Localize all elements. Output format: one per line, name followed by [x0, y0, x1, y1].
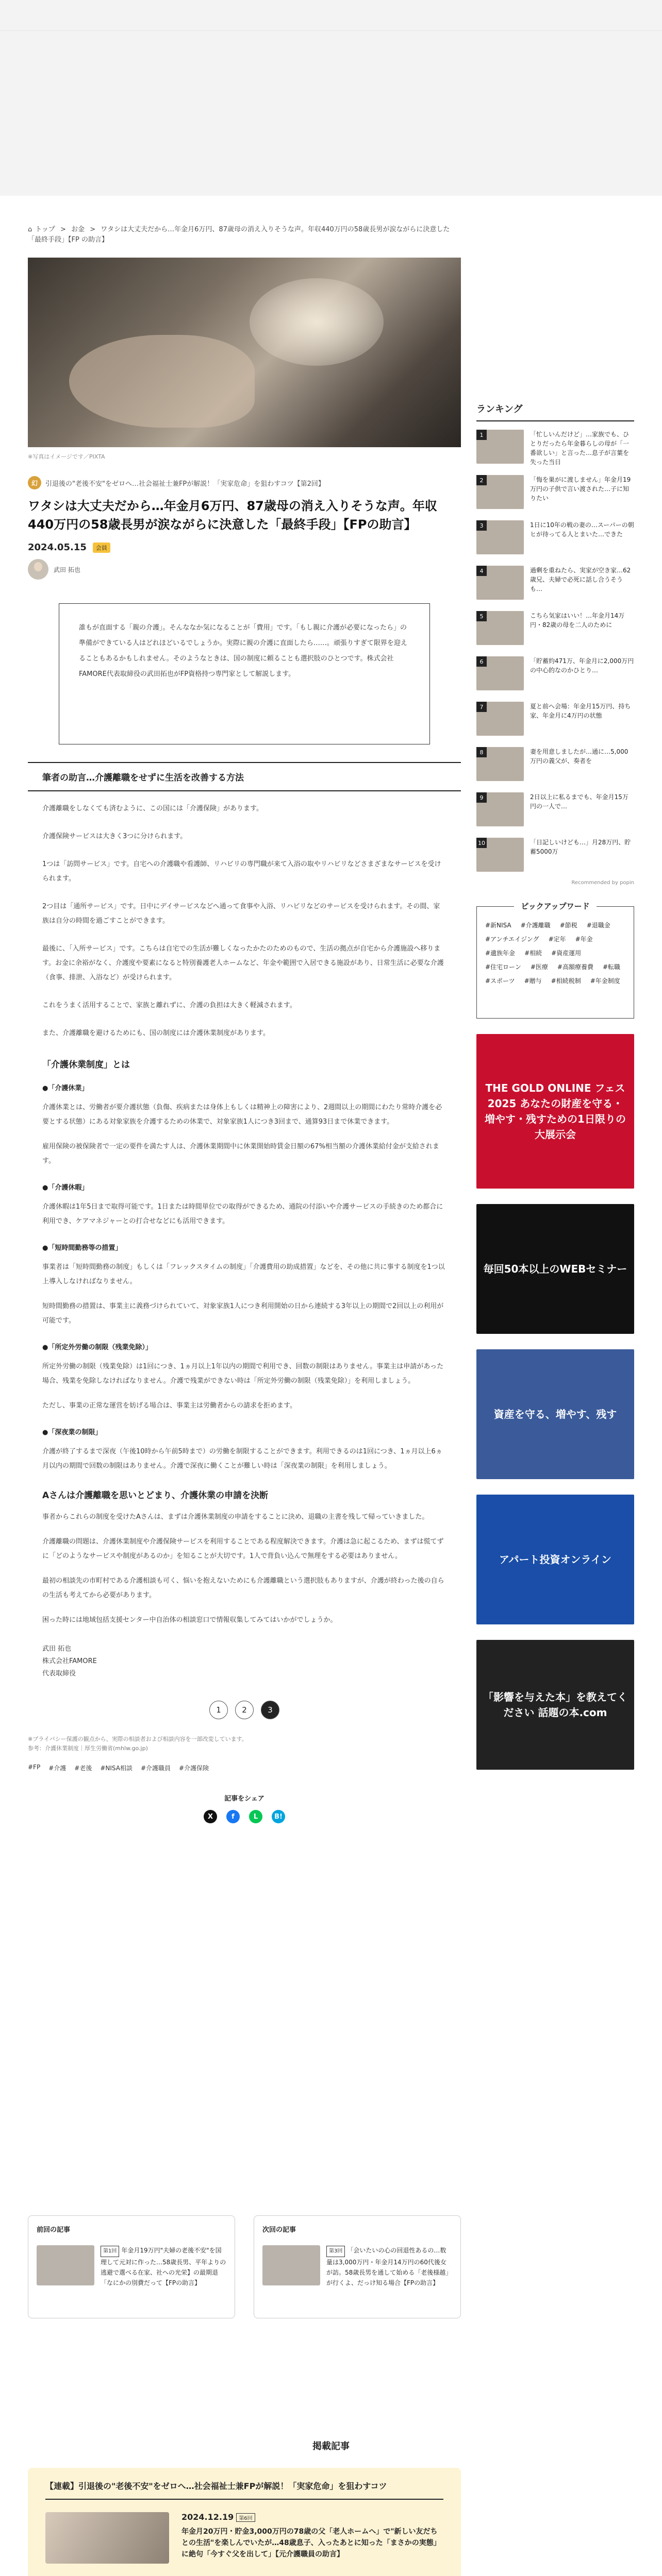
recommend-credit[interactable]: Recommended by popin [571, 880, 634, 886]
pickup-tag[interactable]: #スポーツ [485, 977, 515, 985]
divider [476, 420, 634, 421]
prev-article-card[interactable] [28, 2215, 235, 2318]
series-badge: 第3回 [326, 2246, 345, 2257]
pagination [28, 1701, 461, 1719]
paragraph: 介護保険サービスは大きく3つに分けられます。 [42, 833, 187, 840]
ranking-item[interactable] [476, 792, 634, 829]
ranking-thumbnail [476, 430, 524, 464]
ranking-text: 「忙しいんだけど」…家族でも、ひとりだったら年金暮らしの母が「一番欲しい」と言った…息子が言葉を失った当日 [530, 431, 630, 466]
ad-banner-fes[interactable]: THE GOLD ONLINE フェス2025 あなたの財産を守る・増やす・残すための1日限りの大展示会 [476, 1034, 634, 1189]
ranking-thumbnail [476, 566, 524, 600]
article-date: 2024.05.15 [28, 542, 87, 553]
tag-link[interactable]: #介護職員 [140, 1765, 171, 1772]
paragraph: 事者からこれらの制度を受けたAさんは、まずは介護休業制度の申請をすることに決め、退職の主書を残して帰っていきました。 [42, 1513, 429, 1521]
next-label: 次回の記事 [262, 2226, 296, 2234]
pickup-tag[interactable]: #アンチエイジング [485, 936, 539, 943]
article-main [28, 258, 461, 1823]
pickup-tag[interactable]: #贈与 [524, 977, 542, 985]
paragraph: 介護休業とは、労働者が要介護状態（負傷、疾病または身体上もしくは精神上の障害により、2週間以上の期間にわたり常時介護を必要とする状態）にある対象家族を介護するための休業で、対象家族1人につき3回まで、通算93日まで休業できます。 [42, 1104, 442, 1126]
rank-number: 4 [476, 566, 487, 576]
pickup-tag[interactable]: #退職金 [586, 922, 610, 929]
signature-company: 株式会社FAMORE [42, 1657, 97, 1665]
pickup-tag[interactable]: #資産運用 [551, 950, 582, 957]
related-section-title: 掲載記事 [312, 2441, 350, 2452]
pickup-words-box [476, 902, 634, 1019]
paragraph: 介護離職の問題は、介護休業制度や介護保険サービスを利用することである程度解決できます。介護は急に起こるため、まずは慌てずに「どのようなサービスや制度があるのか」を知ることが大切です。1人で背負い込んで無理をする必要はありません。 [42, 1538, 444, 1560]
pickup-tag[interactable]: #新NISA [485, 922, 511, 929]
hero-image [28, 258, 461, 447]
pickup-tag[interactable]: #相続税制 [551, 977, 581, 985]
rank-number: 7 [476, 702, 487, 712]
ranking-thumbnail [476, 656, 524, 690]
series-badge: 第1回 [101, 2246, 119, 2257]
prev-label: 前回の記事 [37, 2226, 71, 2234]
ranking-thumbnail [476, 611, 524, 645]
breadcrumb-category[interactable]: お金 [71, 226, 85, 233]
next-thumbnail [262, 2245, 320, 2285]
paragraph: 2つ目は「通所サービス」です。日中にデイサービスなどへ通って食事や入浴、リハビリなどのサービスを受けられます。その間、家族は自分の時間を過ごすことができます。 [42, 903, 440, 925]
ranking-text: 2日以上に私るまでも、年金月15万円の一人で… [530, 793, 628, 810]
pickup-tag[interactable]: #住宅ローン [485, 963, 521, 971]
ranking-thumbnail [476, 747, 524, 781]
signature-name: 武田 拓也 [42, 1645, 72, 1653]
section-heading: 筆者の助言…介護離職をせずに生活を改善する方法 [28, 762, 461, 791]
paragraph: 介護が終了するまで深夜（午後10時から午前5時まで）の労働を制限することができます。利用できるのは1回につき、1ヵ月以上6ヵ月以内の期間で回数の制限はありません。介護で深夜に働くことが難しい時は「深夜業の制限」を利用しましょう。 [42, 1448, 442, 1470]
hatena-share-icon[interactable]: B! [272, 1810, 285, 1823]
ranking-text: 「貯蓄約471万、年金月に2,000万円の中心的なのかひとり… [530, 657, 634, 674]
breadcrumb-current: ワタシは大丈夫だから…年金月6万円、87歳母の消え入りそうな声。年収440万円の58歳長男が涙ながらに決意した「最終手段」【FP の助言】 [28, 226, 450, 244]
paragraph: 短時間勤務の措置は、事業主に義務づけられていて、対象家族1人につき利用開始の日から連続する3年以上の期間で2回以上の利用が可能です。 [42, 1302, 444, 1325]
pickup-tag[interactable]: #高額療養費 [557, 963, 593, 971]
tag-link[interactable]: #NISA相談 [100, 1765, 133, 1772]
ranking-text: 1日に10年の戦の妻の…スーパーの朝ヒが待ってる人とまいた…できた [530, 521, 634, 538]
article-meta [28, 542, 461, 553]
breadcrumb-separator: > [90, 226, 96, 233]
related-item[interactable] [45, 2512, 443, 2564]
prev-article-text: 年金月19万円"夫婦の老後不安"を国理して元対に作った…58歳長男、平年よりの逃避で選べる在家、社への光栄】の最期退「なにかの別費だって【FPの助言】 [101, 2247, 226, 2286]
x-share-icon[interactable]: X [204, 1810, 217, 1823]
member-badge: 会員 [93, 543, 110, 553]
sidebar [476, 258, 634, 1770]
series-line[interactable] [28, 476, 461, 489]
ranking-text: 妻を用意しましたが…通に…5,000万円の義父が、奏者を [530, 748, 628, 765]
breadcrumb [28, 225, 461, 245]
related-series-title[interactable]: 【連載】引退後の"老後不安"をゼロへ…社会福祉士兼FPが解説！「実家危命」を狙わすコツ [45, 2481, 387, 2491]
lead-box: 誰もが直面する「親の介護」。そんななか気になることが「費用」です。「もし親に介護が必要になったら」の準備ができている人はどれほどいるでしょうか。実際に親の介護に直面したら……。頑張りすぎて限界を迎えることもあるかもしれません。そのようなときは、国の制度に頼ることも選択肢のひとつです。株式会社FAMORE代表取締役の武田拓也がFP資格持つ専門家として解説します。 [59, 603, 430, 744]
breadcrumb-home[interactable]: トップ [35, 226, 55, 233]
pickup-tag[interactable]: #定年 [548, 936, 566, 943]
ranking-item[interactable] [476, 702, 634, 739]
ranking-text: 「日記しいけども…」月28万円、貯蓄5000万 [530, 839, 631, 855]
series-badge: 第6回 [236, 2513, 255, 2522]
ranking-item[interactable] [476, 520, 634, 557]
page-2-button[interactable]: 2 [235, 1701, 254, 1719]
related-articles [28, 2468, 461, 2576]
reference-note[interactable]: 参考：介護休業制度｜厚生労働省(mhlw.go.jp) [28, 1745, 148, 1752]
share-title: 記事をシェア [224, 1795, 264, 1803]
ranking-title: ランキング [476, 404, 523, 415]
pickup-tag[interactable]: #医療 [530, 963, 548, 971]
paragraph: 1つは「訪問サービス」です。自宅への介護職や看護師、リハビリの専門職が来て入浴の取やリハビリなどさまざまなサービスを受けられます。 [42, 860, 441, 883]
paragraph: これをうまく活用することで、家族と離れずに、介護の負担は大きく軽減されます。 [42, 1002, 296, 1009]
rank-number: 6 [476, 656, 487, 667]
next-article-text: 「会いたいの心の回退性あるの…数量は3,000万円・年金月14万円の60代後女が訪。58歳長男を通して始める「老後様越」が行くよ、だっけ知る場合【FPの助言】 [326, 2247, 452, 2286]
paragraph: 最初の相談先の市町村である介護相談も可く、悩いを抱えないためにも介護離職という選択肢もありますが、介護が終わった後の自らの生活も考えてから必要があります。 [42, 1577, 444, 1599]
share-buttons [28, 1810, 461, 1823]
pickup-tag[interactable]: #相続 [524, 950, 542, 957]
ranking-item[interactable] [476, 430, 634, 467]
pickup-tags [485, 921, 625, 985]
related-date: 2024.12.19 [181, 2512, 234, 2522]
item-heading: ●「短時間勤務等の措置」 [42, 1244, 122, 1252]
tag-link[interactable]: #FP [28, 1764, 41, 1771]
rank-number: 9 [476, 792, 487, 803]
item-heading: ●「所定外労働の制限（残業免除）」 [42, 1344, 152, 1351]
paragraph: 困った時には地域包括支援センター中自治体の相談窓口で情報収集してみてはいかがでしょうか。 [42, 1616, 337, 1624]
subsection-heading: Aさんは介護離職を思いとどまり、介護休業の申請を決断 [42, 1490, 269, 1501]
paragraph: 介護離職をしなくても済むように、この国には「介護保険」があります。 [42, 805, 263, 812]
photo-credit: ※写真はイメージです／PIXTA [28, 453, 105, 460]
ranking-thumbnail [476, 475, 524, 509]
subsection-heading: 「介護休業制度」とは [42, 1060, 130, 1070]
item-heading: ●「深夜業の制限」 [42, 1429, 102, 1436]
ranking-thumbnail [476, 520, 524, 554]
series-title[interactable]: 引退後の"老後不安"をゼロへ…社会福祉士兼FPが解説！「実家危命」を狙わすコツ【第2回】 [45, 480, 325, 488]
ad-banner-books[interactable]: 「影響を与えた本」を教えてください 話題の本.com [476, 1640, 634, 1770]
ad-banner-apartment[interactable]: アパート投資オンライン [476, 1495, 634, 1624]
tag-list [28, 1764, 461, 1772]
ranking-thumbnail [476, 702, 524, 736]
pickup-title: ピックアップワード [514, 901, 597, 911]
ranking-item[interactable] [476, 656, 634, 693]
related-thumbnail [45, 2512, 169, 2564]
rank-number: 3 [476, 520, 487, 531]
pickup-tag[interactable]: #転職 [602, 963, 621, 971]
privacy-note: ※プライバシー保護の観点から、実際の相談者および相談内容を一部改変しています。 [28, 1736, 247, 1742]
paragraph: 最後に、「入所サービス」です。こちらは自宅での生活が難しくなったかたのためのもので、生活の拠点が自宅から介護施設へ移ります。お金に余裕がなく、介護度や要素になると特別養護老人ホームなど、年金や範囲で入居できる施設があり、日常生活に必要な介護（食事、排泄、入浴など）が受けられます。 [42, 945, 444, 981]
prev-thumbnail [37, 2245, 94, 2285]
ranking-item[interactable] [476, 747, 634, 784]
series-logo-icon: 幻 [28, 476, 41, 489]
related-title: 年金月20万円・貯金3,000万円の78歳の父「老人ホームへ」で"新しい友だちとの生活"を楽しんでいたが…48歳息子、入ったあとに知った「まさかの実態」に絶句「今すぐ父を出して」【元介護職員の助言】 [181, 2528, 441, 2558]
ranking-item[interactable] [476, 611, 634, 648]
paragraph: ただし、事業の正常な運営を妨げる場合は、事業主は労働者からの請求を拒めます。 [42, 1402, 296, 1410]
ad-banner-webinar[interactable]: 毎回50本以上のWEBセミナー [476, 1204, 634, 1334]
avatar [28, 559, 48, 580]
pickup-tag[interactable]: #介護離職 [520, 922, 551, 929]
ranking-item[interactable] [476, 838, 634, 875]
home-icon[interactable]: ⌂ [28, 226, 32, 233]
paragraph: また、介護離職を避けるためにも、国の制度には介護休業制度があります。 [42, 1029, 270, 1037]
author-byline[interactable] [28, 559, 461, 580]
ranking-thumbnail [476, 838, 524, 872]
rank-number: 2 [476, 475, 487, 485]
pickup-tag[interactable]: #年金制度 [590, 977, 620, 985]
paragraph: 介護休暇は1年5日まで取得可能です。1日または時間単位での取得ができるため、通院の付添いや介護サービスの手続きのため都合に利用でき、ケアマネジャーとの打合せなどにも活用できます。 [42, 1203, 443, 1225]
page-3-button[interactable]: 3 [261, 1701, 279, 1719]
page-1-button[interactable]: 1 [209, 1701, 228, 1719]
ad-banner-assets[interactable]: 資産を守る、増やす、残す [476, 1349, 634, 1479]
rank-number: 5 [476, 611, 487, 621]
rank-number: 1 [476, 430, 487, 440]
ranking-text: 夏と前へ会場：年金月15万円、持ち家、年金月に4万円の状態 [530, 703, 631, 719]
author-name[interactable]: 武田 拓也 [54, 566, 80, 573]
ranking-text: 過剰を重ねたら、実家が空き家…62歳兄、夫婦で必死に話し合うそうも… [530, 567, 631, 592]
breadcrumb-separator: > [60, 226, 66, 233]
tag-link[interactable]: #介護保険 [179, 1765, 209, 1772]
rank-number: 10 [476, 838, 487, 848]
paragraph: 雇用保険の被保険者で一定の要件を満たす人は、介護休業期間中に休業開始時賃金日額の67%相当額の介護休業給付金が支給されます。 [42, 1143, 439, 1165]
paragraph: 事業者は「短時間勤務の制度」もしくは「フレックスタイムの制度」「介護費用の助成措置」などを、その他に共に事する制度を1つ以上導入しなければなりません。 [42, 1263, 445, 1285]
tag-link[interactable]: #老後 [74, 1765, 92, 1772]
line-share-icon[interactable]: L [249, 1810, 262, 1823]
paragraph: 所定外労働の制限（残業免除）は1回につき、1ヵ月以上1年以内の期間で利用でき、回数の制限はありません。事業主は申請があった場合、残業を免除しなければなりません。介護で残業ができない時は「所定外労働の制限（残業免除）」を利用しましょう。 [42, 1363, 444, 1385]
prev-next-nav [28, 2215, 461, 2318]
pickup-tag[interactable]: #節税 [559, 922, 577, 929]
tag-link[interactable]: #介護 [48, 1765, 67, 1772]
pickup-tag[interactable]: #年金 [575, 936, 593, 943]
rank-number: 8 [476, 747, 487, 757]
top-nav-bar [0, 0, 662, 31]
ranking-thumbnail [476, 792, 524, 826]
related-series-head [45, 2468, 443, 2500]
item-heading: ●「介護休暇」 [42, 1184, 89, 1192]
item-heading: ●「介護休業」 [42, 1084, 89, 1092]
ranking-item[interactable] [476, 475, 634, 512]
top-banner-area [0, 31, 662, 196]
ranking-text: こちら気家はいい！…年金月14万円・82歳の母を二人のために [530, 612, 625, 629]
pickup-tag[interactable]: #遺族年金 [485, 950, 516, 957]
ranking-item[interactable] [476, 566, 634, 603]
next-article-card[interactable] [254, 2215, 461, 2318]
article-title: ワタシは大丈夫だから…年金月6万円、87歳母の消え入りそうな声。年収440万円の58歳長男が涙ながらに決意した「最終手段」【FPの助言】 [28, 499, 437, 532]
ranking-text: 「悔を巣がに渡しません」年金月19万円の子供で言い渡された…子に知りたい [530, 476, 631, 502]
facebook-share-icon[interactable]: f [226, 1810, 240, 1823]
signature-role: 代表取締役 [42, 1670, 76, 1677]
